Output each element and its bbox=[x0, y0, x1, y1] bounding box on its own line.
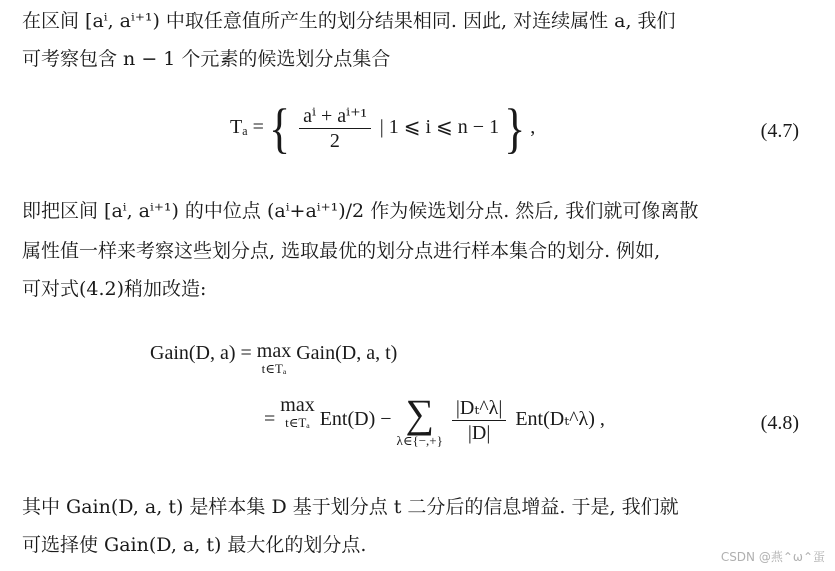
paragraph-1-line-1: 在区间 [aⁱ, aⁱ⁺¹) 中取任意值所产生的划分结果相同. 因此, 对连续属性 a, 我们 bbox=[22, 10, 676, 32]
max-subscript-2: t∈Tₐ bbox=[285, 415, 310, 430]
eq47-denominator: 2 bbox=[329, 130, 340, 152]
equation-4-7 bbox=[230, 97, 536, 159]
eq48-denominator: |D| bbox=[467, 422, 491, 444]
eq48-row1-rhs: Gain(D, a, t) bbox=[296, 342, 398, 364]
eq47-lhs: Tₐ = bbox=[230, 116, 264, 139]
paragraph-2-line-3: 可对式(4.2)稍加改造: bbox=[22, 278, 207, 300]
sum-icon: ∑ bbox=[405, 391, 434, 436]
max-operator-2 bbox=[280, 396, 314, 432]
equation-4-8-row-2 bbox=[264, 391, 605, 450]
equation-number-4-7: (4.7) bbox=[760, 120, 799, 142]
eq48-fraction bbox=[452, 396, 506, 445]
max-label: max bbox=[256, 340, 292, 362]
csdn-watermark: CSDN @燕⌃ω⌃蛋 bbox=[720, 550, 825, 564]
eq48-row2-lhs: = bbox=[264, 408, 276, 431]
max-label-2: max bbox=[280, 394, 315, 416]
eq47-condition: | 1 ⩽ i ⩽ n − 1 bbox=[379, 116, 500, 139]
right-brace: } bbox=[504, 97, 526, 159]
paragraph-2-line-2: 属性值一样来考察这些划分点, 选取最优的划分点进行样本集合的划分. 例如, bbox=[22, 240, 661, 262]
equation-4-8-row-1 bbox=[150, 342, 397, 378]
sum-operator bbox=[396, 391, 443, 450]
eq48-numerator: |Dₜ^λ| bbox=[452, 396, 506, 421]
paragraph-2-line-1: 即把区间 [aⁱ, aⁱ⁺¹) 的中位点 (aⁱ+aⁱ⁺¹)/2 作为候选划分点. 然后, 我们就可像离散 bbox=[22, 200, 699, 222]
max-subscript: t∈Tₐ bbox=[261, 361, 287, 376]
paragraph-1-line-2: 可考察包含 n − 1 个元素的候选划分点集合 bbox=[22, 48, 391, 70]
equation-number-4-8: (4.8) bbox=[760, 412, 799, 434]
paragraph-3-line-2: 可选择使 Gain(D, a, t) 最大化的划分点. bbox=[22, 534, 367, 556]
paragraph-3-line-1: 其中 Gain(D, a, t) 是样本集 D 基于划分点 t 二分后的信息增益. 于是, 我们就 bbox=[22, 496, 679, 518]
eq48-row2-tail: Ent(Dₜ^λ) , bbox=[515, 408, 605, 431]
eq47-numerator: aⁱ + aⁱ⁺¹ bbox=[299, 104, 371, 129]
eq47-trailing: , bbox=[530, 116, 536, 139]
left-brace: { bbox=[268, 97, 291, 159]
eq48-row1-lhs: Gain(D, a) = bbox=[150, 342, 252, 364]
eq47-fraction bbox=[299, 104, 371, 153]
sum-subscript: λ∈{−,+} bbox=[396, 433, 443, 448]
eq48-row2-term: Ent(D) − bbox=[319, 408, 392, 431]
max-operator bbox=[257, 342, 291, 378]
